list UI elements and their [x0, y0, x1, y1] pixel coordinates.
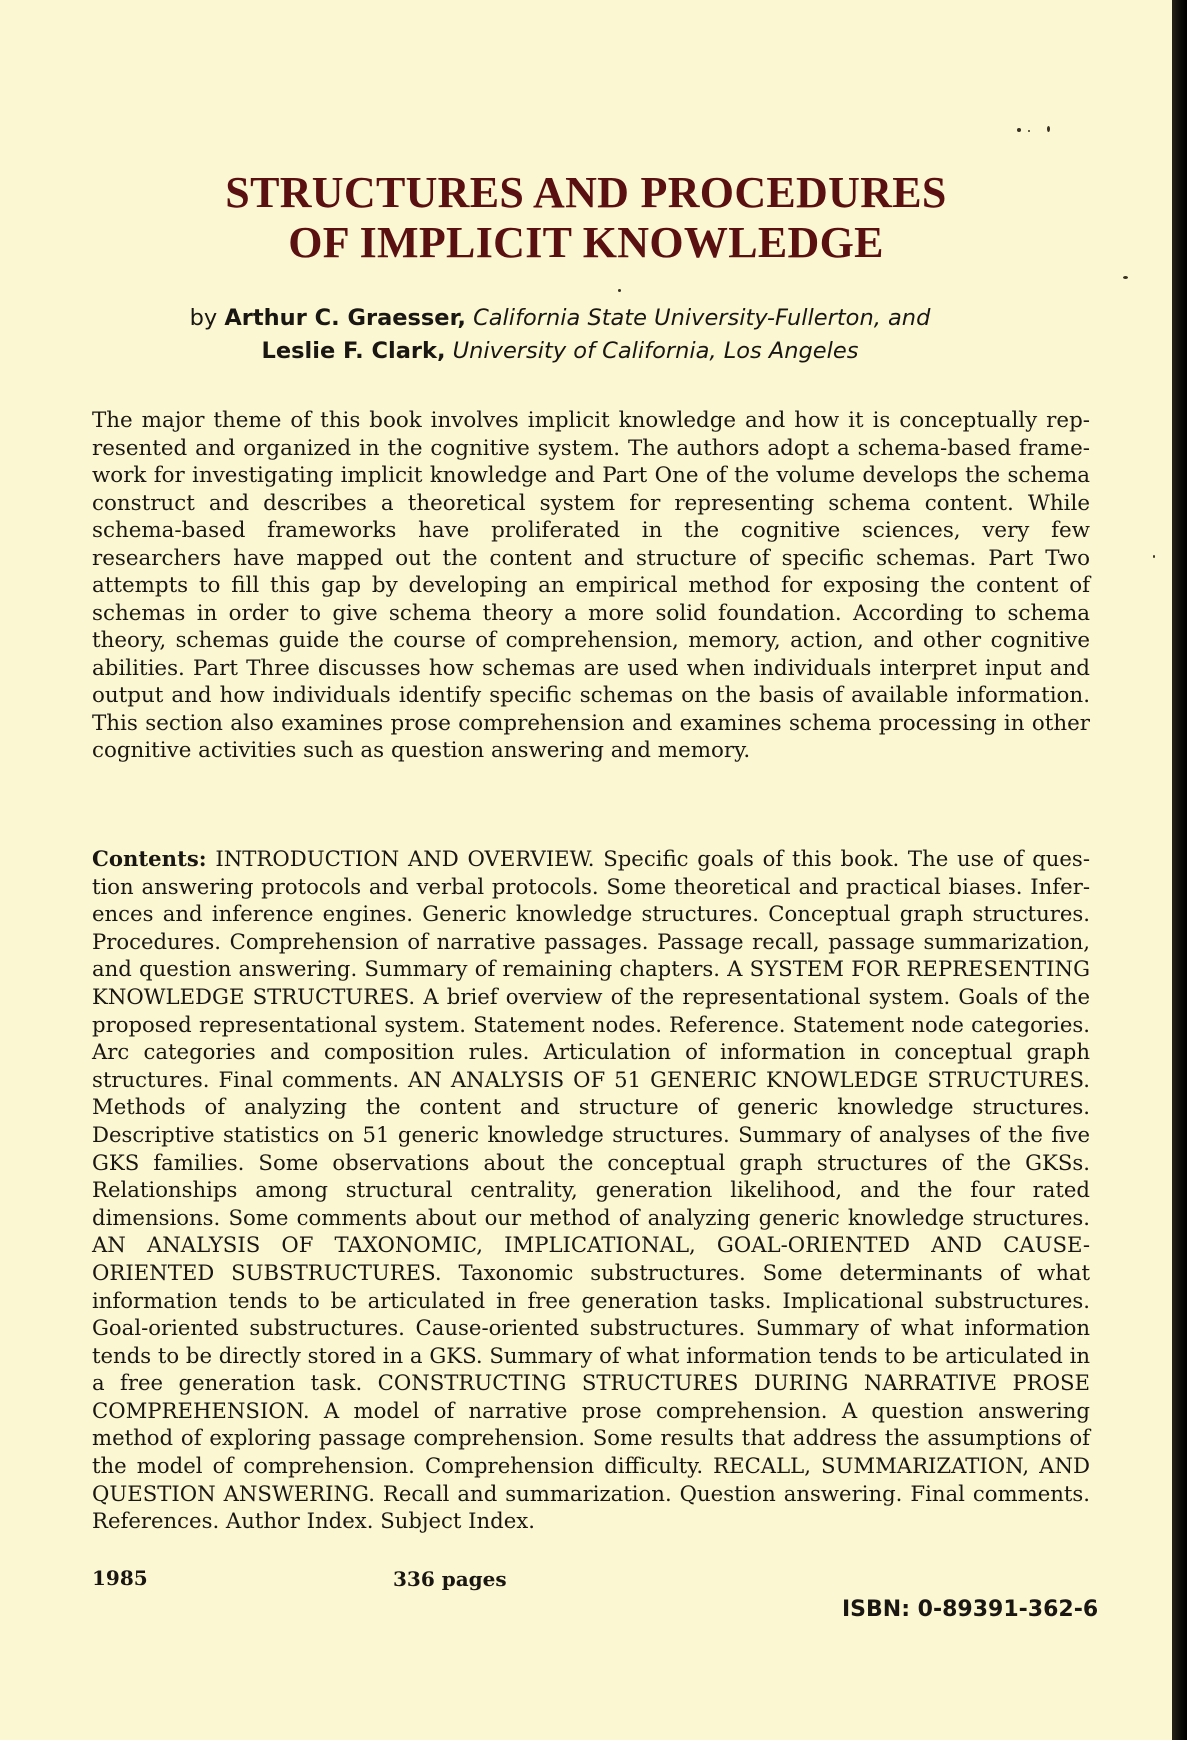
isbn: ISBN: 0-89391-362-6 [842, 1597, 1099, 1622]
contents-text: INTRODUCTION AND OVERVIEW. Specific goals of this book. The use of question answering protocols and verbal protocols. Some theoretical and practical biases. Inferences and inference engines. Generic knowledge structures. Conceptual graph structures. Procedures. Comprehension of narrative passages. Passage recall, passage summarization, and question answering. Summary of remaining chapters. A SYSTEM FOR REPRESENTING KNOWLEDGE STRUCTURES. A brief overview of the representational system. Goals of the proposed representational system. Statement nodes. Reference. Statement node categories. Arc categories and composition rules. Articulation of information in conceptual graph structures. Final comments. AN ANALYSIS OF 51 GENERIC KNOWLEDGE STRUCTURES. Methods of analyzing the content and structure of generic knowledge structures. Descriptive statistics on 51 generic knowledge structures. Summary of analyses of the five GKS families. Some observations about the conceptual graph structures of the GKSs. Relationships among structural centrality, generation likelihood, and the four rated dimensions. Some comments about our method of analyzing generic knowledge structures. AN ANALYSIS OF TAXONOMIC, IMPLICATIONAL, GOAL-ORIENTED AND CAUSE-ORIENTED SUBSTRUCTURES. Taxonomic substructures. Some determinants of what information tends to be articulated in free generation tasks. Implicational substructures. Goal-oriented substructures. Cause-oriented substructures. Summary of what information tends to be directly stored in a GKS. Summary of what information tends to be articulated in a free generation task. CONSTRUCTING STRUCTURES DURING NARRATIVE PROSE COMPREHENSION. A model of narrative prose comprehension. A question answering method of exploring passage comprehension. Some results that address the assumptions of the model of comprehension. Comprehension difficulty. RECALL, SUMMARIZATION, AND QUESTION ANSWERING. Recall and summarization. Question answering. Final comments. References. Author Index. Subject Index. [92, 846, 1090, 1534]
print-speck [1047, 126, 1050, 132]
publication-year: 1985 [92, 1566, 148, 1590]
byline-line-2 [0, 335, 1120, 368]
print-speck [618, 289, 621, 292]
byline-line-1 [0, 302, 1120, 335]
page-count: 336 pages [393, 1567, 507, 1591]
author-1-name: Arthur C. Graesser, [224, 305, 466, 331]
author-2-affiliation: University of California, Los Angeles [452, 338, 859, 364]
byline-by: by [189, 305, 218, 331]
cover-edge [1172, 0, 1187, 1740]
book-title [0, 168, 1172, 268]
print-speck [1017, 128, 1021, 132]
print-speck [1028, 130, 1030, 132]
contents-paragraph [92, 845, 1090, 1535]
byline [0, 302, 1120, 368]
author-2-name: Leslie F. Clark, [261, 338, 446, 364]
title-line-2: OF IMPLICIT KNOWLEDGE [288, 218, 884, 267]
contents-label: Contents: [92, 846, 207, 871]
abstract-paragraph: The major theme of this book involves implicit knowledge and how it is conceptually represented and organized in the cognitive system. The authors adopt a schema-based framework for investigating implicit knowledge and Part One of the volume develops the schema construct and describes a theoretical system for representing schema content. While schema-based frameworks have proliferated in the cognitive sciences, very few researchers have mapped out the content and structure of specific schemas. Part Two attempts to fill this gap by developing an empirical method for exposing the content of schemas in order to give schema theory a more solid foundation. According to schema theory, schemas guide the course of comprehension, memory, action, and other cognitive abilities. Part Three discusses how schemas are used when individuals interpret input and output and how individuals identify specific schemas on the basis of available information. This section also examines prose comprehension and examines schema processing in other cognitive activities such as question answering and memory. [92, 408, 1090, 763]
author-1-affiliation: California State University-Fullerton, and [473, 305, 931, 331]
print-speck [1123, 276, 1128, 279]
title-line-1: STRUCTURES AND PROCEDURES [225, 168, 947, 217]
print-speck [1153, 555, 1155, 558]
